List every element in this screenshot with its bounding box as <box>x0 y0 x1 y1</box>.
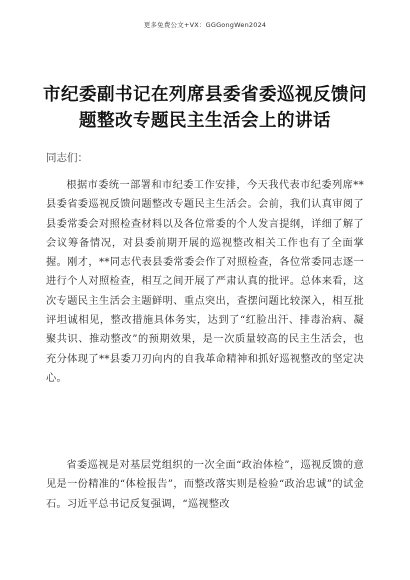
body-paragraph: 省委巡视是对基层党组织的一次全面“政治体检”，巡视反馈的意见是一份精准的“体检报告”，而整改落实则是检验“政治忠诚”的试金石。习近平总书记反复强调，“巡视整改 <box>46 460 364 510</box>
header-note: 更多免费公文+VX：GGGongWen2024 <box>143 21 267 29</box>
document-title: 市纪委副书记在列席县委省委巡视反馈问题整改专题民主生活会上的讲话 <box>43 85 367 131</box>
greeting: 同志们： <box>46 152 88 164</box>
body-paragraph: 根据市委统一部署和市纪委工作安排，今天我代表市纪委列席**县委省委巡视反馈问题整改专题民主生活会。会前，我们认真审阅了县委常委会对照检查材料以及各位常委的个人发言提纲，详细了解了会议筹备情况，对县委前期开展的巡视整改相关工作也有了全面掌握。刚才，**同志代表县委常委会作了对照检查，各位常委同志逐一进行个人对照检查，相互之间开展了严肃认真的批评。总体来看，这次专题民主生活会主题鲜明、重点突出，查摆问题比较深入，相互批评坦诚相见，整改措施具体务实，达到了“红脸出汗、排毒治病、凝聚共识、推动整改”的预期效果，是一次质量较高的民主生活会，也充分体现了**县委刀刃向内的自我革命精神和抓好巡视整改的坚定决心。 <box>46 180 364 384</box>
